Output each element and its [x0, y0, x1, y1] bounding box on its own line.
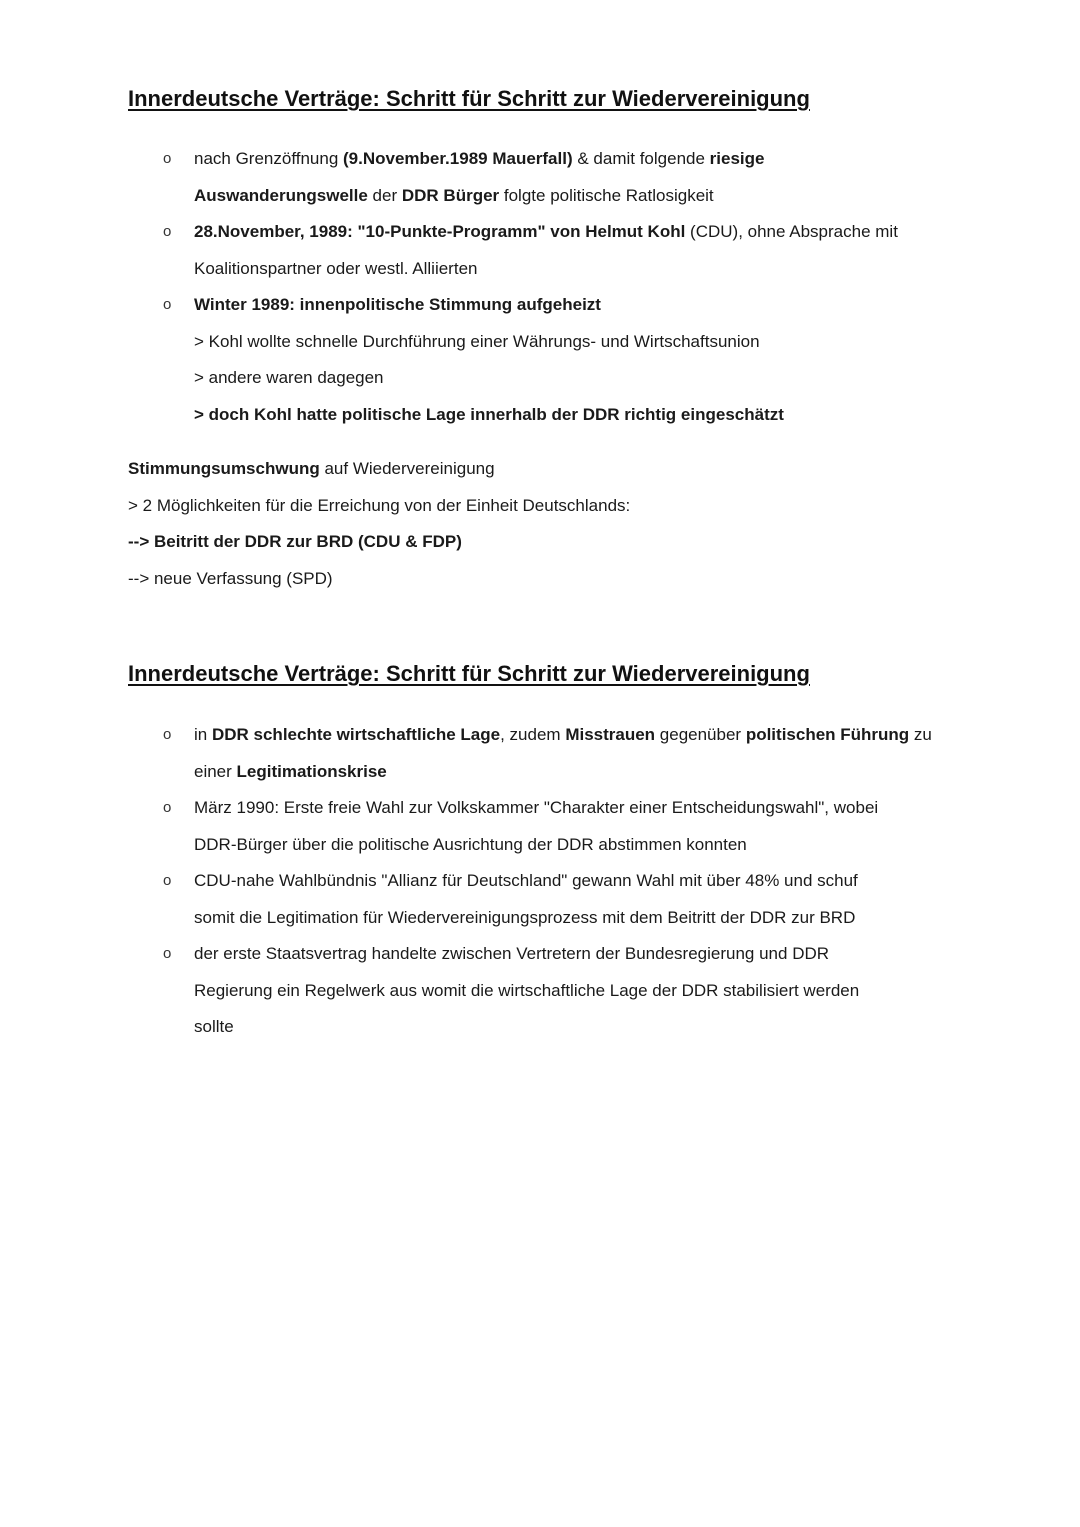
- text-line: Auswanderungswelle der DDR Bürger folgte politische Ratlosigkeit: [194, 185, 714, 205]
- section-1-summary: [128, 451, 1028, 597]
- bullet-marker-icon: o: [163, 223, 172, 240]
- bullet-text: [194, 287, 980, 433]
- bullet-text: [194, 717, 980, 790]
- text-line: der erste Staatsvertrag handelte zwischen Vertretern der Bundesregierung und DDR: [194, 944, 830, 963]
- section-2-bullet-list: [0, 717, 1080, 1046]
- bullet-marker-icon: o: [163, 150, 172, 167]
- bullet-marker-icon: o: [163, 296, 172, 313]
- bullet-text: [194, 936, 980, 1046]
- bullet-item: [0, 863, 1080, 936]
- text-line: einer Legitimationskrise: [194, 761, 387, 781]
- text-line: Koalitionspartner oder westl. Alliierten: [194, 258, 478, 278]
- bullet-item: [0, 214, 1080, 287]
- text-line: --> neue Verfassung (SPD): [128, 568, 333, 588]
- text-line: März 1990: Erste freie Wahl zur Volkskammer "Charakter einer Entscheidungswahl", wobei: [194, 798, 879, 817]
- text-line: Stimmungsumschwung auf Wiedervereinigung: [128, 459, 495, 478]
- text-line: > andere waren dagegen: [194, 368, 384, 387]
- text-line: somit die Legitimation für Wiedervereinigungsprozess mit dem Beitritt der DDR zur BRD: [194, 907, 856, 927]
- text-line: Winter 1989: innenpolitische Stimmung aufgeheizt: [194, 295, 601, 314]
- text-line: > doch Kohl hatte politische Lage innerhalb der DDR richtig eingeschätzt: [194, 404, 784, 424]
- bullet-marker-icon: o: [163, 799, 172, 816]
- text-line: > Kohl wollte schnelle Durchführung einer Währungs- und Wirtschaftsunion: [194, 331, 760, 351]
- bullet-text: [194, 141, 980, 214]
- text-line: Regierung ein Regelwerk aus womit die wirtschaftliche Lage der DDR stabilisiert werden: [194, 980, 860, 1000]
- bullet-item: [0, 936, 1080, 1046]
- section-2-heading: Innerdeutsche Verträge: Schritt für Schritt zur Wiedervereinigung: [128, 661, 810, 686]
- bullet-text: [194, 790, 980, 863]
- text-line: sollte: [194, 1017, 234, 1036]
- text-line: CDU-nahe Wahlbündnis "Allianz für Deutschland" gewann Wahl mit über 48% und schuf: [194, 871, 858, 890]
- text-line: nach Grenzöffnung (9.November.1989 Mauerfall) & damit folgende riesige: [194, 149, 765, 168]
- text-line: > 2 Möglichkeiten für die Erreichung von der Einheit Deutschlands:: [128, 495, 631, 515]
- bullet-item: [0, 717, 1080, 790]
- section-1-heading: Innerdeutsche Verträge: Schritt für Schritt zur Wiedervereinigung: [128, 86, 810, 111]
- bullet-text: [194, 863, 980, 936]
- text-line: --> Beitritt der DDR zur BRD (CDU & FDP): [128, 532, 462, 551]
- section-1-bullet-list: [0, 141, 1080, 433]
- bullet-marker-icon: o: [163, 945, 172, 962]
- text-line: DDR-Bürger über die politische Ausrichtung der DDR abstimmen konnten: [194, 834, 747, 854]
- text-line: 28.November, 1989: "10-Punkte-Programm" von Helmut Kohl (CDU), ohne Absprache mit: [194, 222, 898, 241]
- bullet-item: [0, 141, 1080, 214]
- bullet-item: [0, 287, 1080, 433]
- bullet-marker-icon: o: [163, 726, 172, 743]
- bullet-marker-icon: o: [163, 872, 172, 889]
- text-line: in DDR schlechte wirtschaftliche Lage, zudem Misstrauen gegenüber politischen Führung zu: [194, 725, 932, 744]
- bullet-text: [194, 214, 980, 287]
- bullet-item: [0, 790, 1080, 863]
